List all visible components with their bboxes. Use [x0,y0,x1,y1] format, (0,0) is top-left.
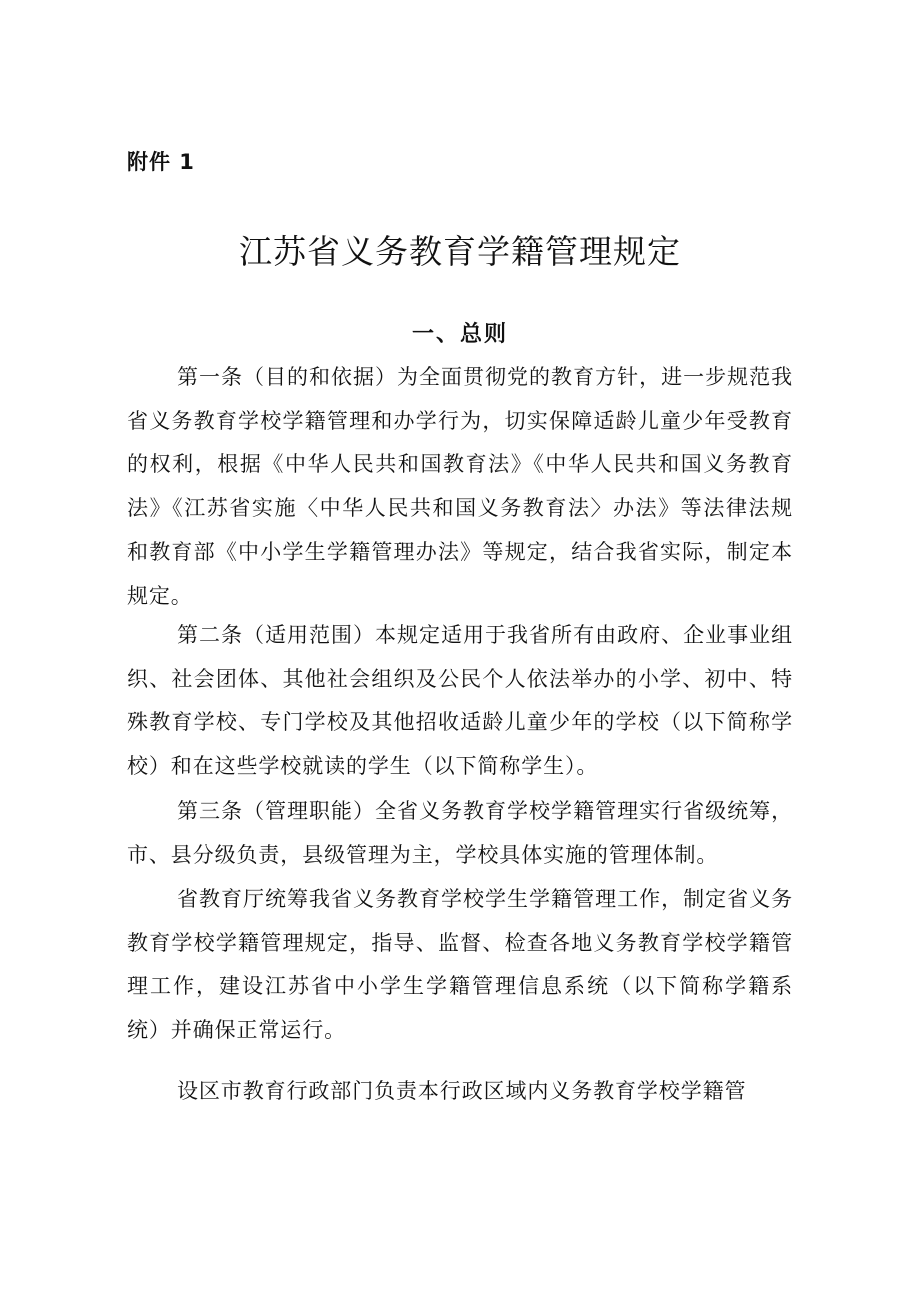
provincial-duty-paragraph: 省教育厅统筹我省义务教育学校学生学籍管理工作，制定省义务教育学校学籍管理规定，指导、监督、检查各地义务教育学校学籍管理工作，建设江苏省中小学生学籍管理信息系统（以下简称学籍系统）并确保正常运行。 [127,887,793,1043]
section-heading: 一、总则 [411,322,508,347]
article-3-paragraph: 第三条（管理职能）全省义务教育学校学籍管理实行省级统筹，市、县分级负责，县级管理为主，学校具体实施的管理体制。 [127,799,793,867]
article-1-paragraph: 第一条（目的和依据）为全面贯彻党的教育方针，进一步规范我省义务教育学校学籍管理和办学行为，切实保障适龄儿童少年受教育的权利，根据《中华人民共和国教育法》《中华人民共和国义务教育法》《江苏省实施〈中华人民共和国义务教育法〉办法》等法律法规和教育部《中小学生学籍管理办法》等规定，结合我省实际，制定本规定。 [127,365,793,608]
document-title: 江苏省义务教育学籍管理规定 [239,232,681,271]
article-2-paragraph: 第二条（适用范围）本规定适用于我省所有由政府、企业事业组织、社会团体、其他社会组织及公民个人依法举办的小学、初中、特殊教育学校、专门学校及其他招收适龄儿童少年的学校（以下简称学校）和在这些学校就读的学生（以下简称学生）。 [127,623,793,779]
attachment-label: 附件 1 [127,150,195,174]
city-duty-paragraph: 设区市教育行政部门负责本行政区域内义务教育学校学籍管 [177,1079,747,1103]
